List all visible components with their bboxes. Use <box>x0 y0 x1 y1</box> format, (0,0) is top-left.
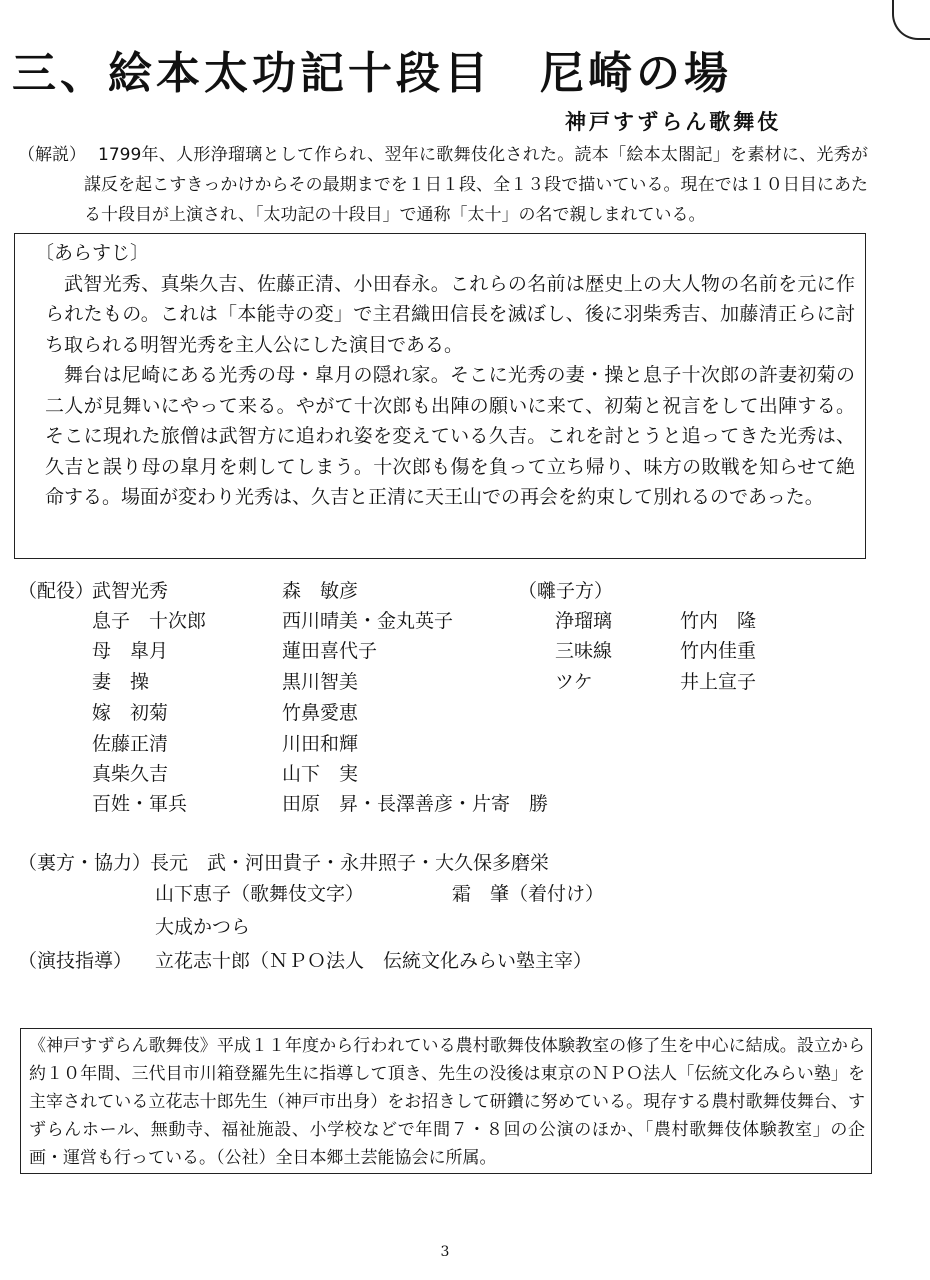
staff-label: （裏方・協力） <box>18 852 152 874</box>
cast-actor: 竹鼻愛恵 <box>282 702 359 724</box>
cast-role: 武智光秀 <box>92 580 169 602</box>
cast-role: 妻 操 <box>92 671 150 693</box>
director-label: （演技指導） <box>18 950 133 972</box>
musician-name: 竹内 隆 <box>680 610 757 632</box>
cast-actor: 黒川智美 <box>282 671 359 693</box>
musician-name: 竹内佳重 <box>680 640 757 662</box>
explanation-section <box>18 140 868 230</box>
musician-part: 浄瑠璃 <box>555 610 613 632</box>
troupe-name: 神戸すずらん歌舞伎 <box>565 109 782 134</box>
cast-actor: 山下 実 <box>282 763 359 785</box>
explanation-text: 1799年、人形浄瑠璃として作られ、翌年に歌舞伎化された。読本「絵本太閤記」を素材に、光秀が謀反を起こすきっかけからその最期までを１日１段、全１３段で描いている。現在では１０日目にあたる十段目が上演され、「太功記の十段目」で通称「太十」の名で親しまれている。 <box>84 145 868 225</box>
cast-role: 嫁 初菊 <box>92 702 169 724</box>
cast-label: （配役） <box>18 580 95 602</box>
cast-actor: 川田和輝 <box>282 733 359 755</box>
synopsis-heading: 〔あらすじ〕 <box>35 242 150 264</box>
cast-role: 佐藤正清 <box>92 733 169 755</box>
cast-actor: 蓮田喜代子 <box>282 640 378 662</box>
staff-wigs: 大成かつら <box>155 916 251 938</box>
musician-name: 井上宣子 <box>680 671 757 693</box>
synopsis-paragraph: 舞台は尼崎にある光秀の母・皐月の隠れ家。そこに光秀の妻・操と息子十次郎の許妻初菊の二人が見舞いにやって来る。やがて十次郎も出陣の願いに来て、初菊と祝言をして出陣する。そこに現れた旅僧は武智方に追われ姿を変えている久吉。これを討とうと追ってきた光秀は、久吉と誤り母の皐月を刺してしまう。十次郎も傷を負って立ち帰り、味方の敗戦を知らせて絶命する。場面が変わり光秀は、久吉と正清に天王山での再会を約束して別れるのであった。 <box>45 364 855 508</box>
explanation-label: （解説） <box>18 145 86 165</box>
synopsis-paragraph: 武智光秀、真柴久吉、佐藤正清、小田春永。これらの名前は歴史上の大人物の名前を元に作られたもの。これは「本能寺の変」で主君織田信長を滅ぼし、後に羽柴秀吉、加藤清正らに討ち取られる明智光秀を主人公にした演目である。 <box>45 272 855 356</box>
troupe-profile-text: 《神戸すずらん歌舞伎》平成１１年度から行われている農村歌舞伎体験教室の修了生を中心に結成。設立から約１０年間、三代目市川箱登羅先生に指導して頂き、先生の没後は東京のＮＰＯ法人「伝統文化みらい塾」を主宰されている立花志十郎先生（神戸市出身）をお招きして研鑽に努めている。現存する農村歌舞伎舞台、すずらんホール、無動寺、福祉施設、小学校などで年間７・８回の公演のほか、「農村歌舞伎体験教室」の企画・運営も行っている。（公社）全日本郷土芸能協会に所属。 <box>29 1036 865 1168</box>
staff-calligraphy: 山下恵子（歌舞伎文字） <box>155 883 365 905</box>
troupe-profile-box <box>20 1028 872 1174</box>
staff-dresser: 霜 肇（着付け） <box>452 883 605 905</box>
staff-names: 長元 武・河田貴子・永井照子・大久保多磨栄 <box>150 852 550 874</box>
page-title: 三、絵本太功記十段目 尼崎の場 <box>12 48 732 99</box>
cast-role: 真柴久吉 <box>92 763 169 785</box>
page-number: 3 <box>440 1244 450 1260</box>
cast-actor: 西川晴美・金丸英子 <box>282 610 454 632</box>
musician-part: 三味線 <box>555 640 613 662</box>
cast-actor: 森 敏彦 <box>282 580 359 602</box>
page-corner-curl <box>892 0 930 40</box>
cast-role: 息子 十次郎 <box>92 610 207 632</box>
musician-part: ツケ <box>555 671 593 693</box>
musicians-label: （囃子方） <box>518 580 614 602</box>
cast-actor: 田原 昇・長澤善彦・片寄 勝 <box>282 793 549 815</box>
synopsis-box <box>14 233 866 559</box>
director-name: 立花志十郎（ＮＰＯ法人 伝統文化みらい塾主宰） <box>155 950 593 972</box>
cast-role: 百姓・軍兵 <box>92 793 188 815</box>
cast-role: 母 皐月 <box>92 640 169 662</box>
